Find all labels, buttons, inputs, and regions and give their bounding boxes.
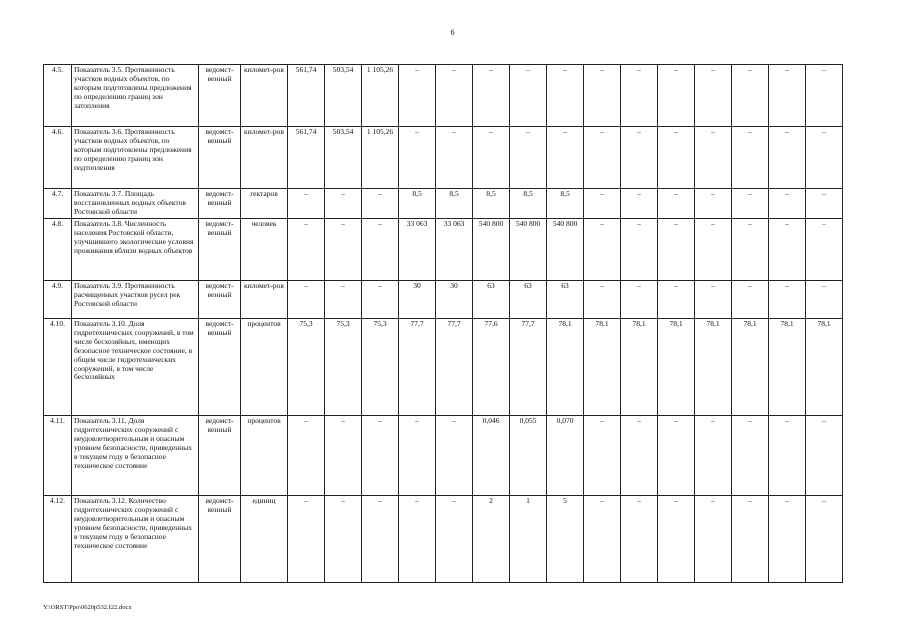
value-cell: – (658, 219, 695, 281)
value-cell: – (362, 416, 399, 496)
value-cell: – (399, 496, 436, 583)
row-number: 4.5. (44, 65, 72, 127)
value-cell: – (362, 219, 399, 281)
value-cell: – (399, 127, 436, 189)
value-cell: – (769, 65, 806, 127)
value-cell: – (621, 281, 658, 319)
value-cell: – (621, 496, 658, 583)
indicator-type: ведомст-венный (199, 496, 241, 583)
value-cell: – (732, 65, 769, 127)
indicator-type: ведомст-венный (199, 281, 241, 319)
value-cell: – (362, 281, 399, 319)
unit-of-measure: километ-ров (241, 281, 288, 319)
table-row (44, 219, 843, 281)
indicator-type: ведомст-венный (199, 219, 241, 281)
value-cell: – (658, 281, 695, 319)
value-cell: – (584, 219, 621, 281)
value-cell: 78,1 (769, 319, 806, 416)
page-number: 6 (450, 28, 455, 37)
value-cell: – (695, 496, 732, 583)
indicator-name: Показатель 3.7. Площадь восстановленных водных объектов Ростовской области (72, 189, 199, 219)
value-cell: – (769, 189, 806, 219)
value-cell: – (584, 189, 621, 219)
value-cell: – (732, 496, 769, 583)
value-cell: – (510, 65, 547, 127)
value-cell: – (584, 416, 621, 496)
value-cell: – (806, 189, 843, 219)
value-cell: – (399, 416, 436, 496)
value-cell: – (732, 416, 769, 496)
value-cell: – (806, 219, 843, 281)
value-cell: 8,5 (436, 189, 473, 219)
value-cell: – (325, 496, 362, 583)
value-cell: – (732, 219, 769, 281)
value-cell: – (695, 65, 732, 127)
value-cell: 0,070 (547, 416, 584, 496)
value-cell: – (806, 65, 843, 127)
value-cell: – (806, 281, 843, 319)
value-cell: – (621, 189, 658, 219)
unit-of-measure: единиц (241, 496, 288, 583)
value-cell: 30 (436, 281, 473, 319)
row-number: 4.6. (44, 127, 72, 189)
value-cell: 75,3 (325, 319, 362, 416)
value-cell: – (547, 65, 584, 127)
value-cell: – (658, 65, 695, 127)
value-cell: 8,5 (399, 189, 436, 219)
value-cell: – (584, 65, 621, 127)
value-cell: 75,3 (288, 319, 325, 416)
value-cell: 503,54 (325, 127, 362, 189)
value-cell: – (473, 65, 510, 127)
value-cell: – (658, 127, 695, 189)
value-cell: 0,055 (510, 416, 547, 496)
value-cell: 77,7 (399, 319, 436, 416)
value-cell: 78,1 (658, 319, 695, 416)
value-cell: 78,1 (584, 319, 621, 416)
value-cell: 63 (510, 281, 547, 319)
value-cell: – (399, 65, 436, 127)
value-cell: 63 (547, 281, 584, 319)
value-cell: 561,74 (288, 65, 325, 127)
value-cell: – (325, 189, 362, 219)
value-cell: 63 (473, 281, 510, 319)
value-cell: 78,1 (806, 319, 843, 416)
table-row (44, 416, 843, 496)
row-number: 4.7. (44, 189, 72, 219)
value-cell: – (732, 281, 769, 319)
value-cell: – (621, 416, 658, 496)
indicator-type: ведомст-венный (199, 319, 241, 416)
value-cell: – (584, 127, 621, 189)
indicator-name: Показатель 3.12. Количество гидротехнических сооружений с неудовлетворительным и опасным уровнем безопасности, приведенных в текущем году в безопасное техническое состояние (72, 496, 199, 583)
indicator-type: ведомст-венный (199, 416, 241, 496)
file-path-footer: Y:\ORST\Ppo\0620p532.f22.docx (43, 604, 132, 611)
table-row (44, 319, 843, 416)
value-cell: – (658, 189, 695, 219)
value-cell: 5 (547, 496, 584, 583)
indicator-name: Показатель 3.10. Доля гидротехнических сооружений, в том числе бесхозяйных, имеющих безопасное техническое состояние, в общем числе гидротехнических сооружений, в том числе бесхозяйных (72, 319, 199, 416)
value-cell: – (473, 127, 510, 189)
value-cell: – (362, 189, 399, 219)
value-cell: 561,74 (288, 127, 325, 189)
value-cell: – (547, 127, 584, 189)
value-cell: 78,1 (695, 319, 732, 416)
value-cell: 540 800 (473, 219, 510, 281)
indicator-type: ведомст-венный (199, 189, 241, 219)
value-cell: – (362, 496, 399, 583)
value-cell: 1 (510, 496, 547, 583)
value-cell: – (288, 281, 325, 319)
value-cell: 77,7 (510, 319, 547, 416)
value-cell: – (325, 416, 362, 496)
value-cell: – (584, 496, 621, 583)
value-cell: 75,3 (362, 319, 399, 416)
indicator-type: ведомст-венный (199, 65, 241, 127)
value-cell: 540 800 (510, 219, 547, 281)
indicator-name: Показатель 3.9. Протяженность расчищенных участков русел рек Ростовской области (72, 281, 199, 319)
unit-of-measure: километ-ров (241, 127, 288, 189)
indicator-name: Показатель 3.8. Численность населения Ростовской области, улучшившего экологические условия проживания вблизи водных объектов (72, 219, 199, 281)
value-cell: – (732, 189, 769, 219)
value-cell: 78,1 (547, 319, 584, 416)
value-cell: – (769, 127, 806, 189)
value-cell: – (288, 189, 325, 219)
value-cell: – (436, 127, 473, 189)
value-cell: – (621, 127, 658, 189)
value-cell: 1 105,26 (362, 127, 399, 189)
value-cell: – (658, 416, 695, 496)
value-cell: 8,5 (547, 189, 584, 219)
value-cell: 33 063 (436, 219, 473, 281)
value-cell: 8,5 (473, 189, 510, 219)
value-cell: 0,046 (473, 416, 510, 496)
value-cell: 78,1 (621, 319, 658, 416)
indicators-table (43, 64, 843, 583)
value-cell: 8,5 (510, 189, 547, 219)
value-cell: – (288, 416, 325, 496)
value-cell: – (325, 281, 362, 319)
value-cell: – (510, 127, 547, 189)
value-cell: – (769, 496, 806, 583)
indicator-name: Показатель 3.11. Доля гидротехнических сооружений с неудовлетворительным и опасным уровнем безопасности, приведенных в текущем году в безопасное техническое состояние (72, 416, 199, 496)
row-number: 4.10. (44, 319, 72, 416)
value-cell: – (695, 416, 732, 496)
row-number: 4.8. (44, 219, 72, 281)
value-cell: – (621, 65, 658, 127)
value-cell: – (769, 219, 806, 281)
unit-of-measure: гектаров (241, 189, 288, 219)
value-cell: 2 (473, 496, 510, 583)
value-cell: 78,1 (732, 319, 769, 416)
indicator-name: Показатель 3.6. Протяженность участков водных объектов, по которым подготовлены предложения по определению границ зон подтопления (72, 127, 199, 189)
value-cell: – (436, 496, 473, 583)
unit-of-measure: километ-ров (241, 65, 288, 127)
value-cell: – (436, 416, 473, 496)
value-cell: – (806, 496, 843, 583)
value-cell: 1 105,26 (362, 65, 399, 127)
indicator-name: Показатель 3.5. Протяженность участков водных объектов, по которым подготовлены предложения по определению границ зон затопления (72, 65, 199, 127)
table-row (44, 189, 843, 219)
value-cell: – (621, 219, 658, 281)
row-number: 4.9. (44, 281, 72, 319)
value-cell: – (769, 416, 806, 496)
value-cell: 77,6 (473, 319, 510, 416)
value-cell: 33 063 (399, 219, 436, 281)
value-cell: 77,7 (436, 319, 473, 416)
value-cell: – (806, 127, 843, 189)
value-cell: 30 (399, 281, 436, 319)
value-cell: – (584, 281, 621, 319)
value-cell: – (695, 127, 732, 189)
unit-of-measure: процентов (241, 319, 288, 416)
value-cell: – (806, 416, 843, 496)
value-cell: – (436, 65, 473, 127)
value-cell: – (732, 127, 769, 189)
row-number: 4.12. (44, 496, 72, 583)
value-cell: – (769, 281, 806, 319)
value-cell: – (288, 219, 325, 281)
value-cell: – (695, 189, 732, 219)
value-cell: – (658, 496, 695, 583)
indicator-type: ведомст-венный (199, 127, 241, 189)
table-row (44, 281, 843, 319)
value-cell: – (288, 496, 325, 583)
value-cell: – (695, 281, 732, 319)
unit-of-measure: процентов (241, 416, 288, 496)
value-cell: – (325, 219, 362, 281)
table-row (44, 65, 843, 127)
value-cell: – (695, 219, 732, 281)
value-cell: 503,54 (325, 65, 362, 127)
value-cell: 540 800 (547, 219, 584, 281)
table-row (44, 127, 843, 189)
table-row (44, 496, 843, 583)
row-number: 4.11. (44, 416, 72, 496)
unit-of-measure: человек (241, 219, 288, 281)
